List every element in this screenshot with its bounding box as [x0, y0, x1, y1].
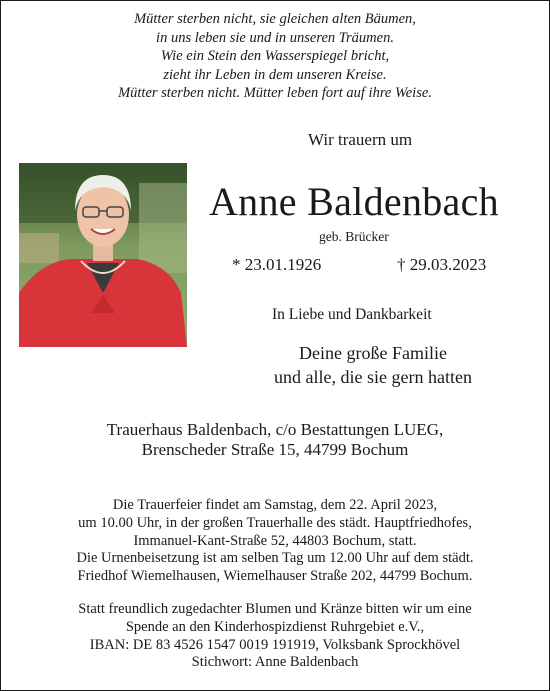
poem-line: in uns leben sie und in unseren Träumen.: [156, 29, 394, 46]
donation-line: Statt freundlich zugedachter Blumen und Kränze bitten wir um eine: [78, 601, 472, 617]
ceremony-line: um 10.00 Uhr, in der großen Trauerhalle des städt. Hauptfriedhofes,: [78, 514, 472, 531]
ceremony-line: Die Urnenbeisetzung ist am selben Tag um 12.00 Uhr auf dem städt.: [76, 550, 474, 567]
poem-line: Mütter sterben nicht, sie gleichen alten Bäumen,: [134, 11, 416, 27]
love-gratitude-line: In Liebe und Dankbarkeit: [272, 306, 432, 323]
ceremony-line: Die Trauerfeier findet am Samstag, dem 22. April 2023,: [112, 497, 438, 513]
family-signature: [240, 341, 506, 389]
poem-line: Mütter sterben nicht. Mütter leben fort auf ihre Weise.: [118, 85, 432, 101]
address-line: Trauerhaus Baldenbach, c/o Bestattungen LUEG,: [106, 420, 444, 439]
poem-line: zieht ihr Leben in dem unseren Kreise.: [163, 66, 387, 83]
ceremony-line: Immanuel-Kant-Straße 52, 44803 Bochum, statt.: [133, 532, 417, 549]
family-line: Deine große Familie: [299, 343, 447, 363]
donation-notice: [0, 601, 550, 672]
donation-line: Stichwort: Anne Baldenbach: [191, 654, 359, 671]
donation-line: IBAN: DE 83 4526 1547 0019 191919, Volksbank Sprockhövel: [89, 636, 461, 653]
death-date: † 29.03.2023: [397, 255, 487, 274]
poem: [0, 10, 550, 103]
mourning-heading: Wir trauern um: [308, 130, 413, 149]
address-line: Brenscheder Straße 15, 44799 Bochum: [141, 440, 409, 459]
mourning-house-address: [0, 420, 550, 460]
ceremony-line: Friedhof Wiemelhausen, Wiemelhauser Straße 202, 44799 Bochum.: [77, 568, 473, 585]
ceremony-notice: [0, 497, 550, 586]
birth-date: * 23.01.1926: [232, 255, 322, 274]
family-line: und alle, die sie gern hatten: [274, 367, 472, 387]
maiden-name: geb. Brücker: [319, 229, 389, 244]
deceased-name: Anne Baldenbach: [209, 179, 499, 224]
donation-line: Spende an den Kinderhospizdienst Ruhrgebiet e.V.,: [125, 618, 425, 635]
poem-line: Wie ein Stein den Wasserspiegel bricht,: [160, 48, 390, 64]
portrait-photo: [19, 163, 187, 347]
